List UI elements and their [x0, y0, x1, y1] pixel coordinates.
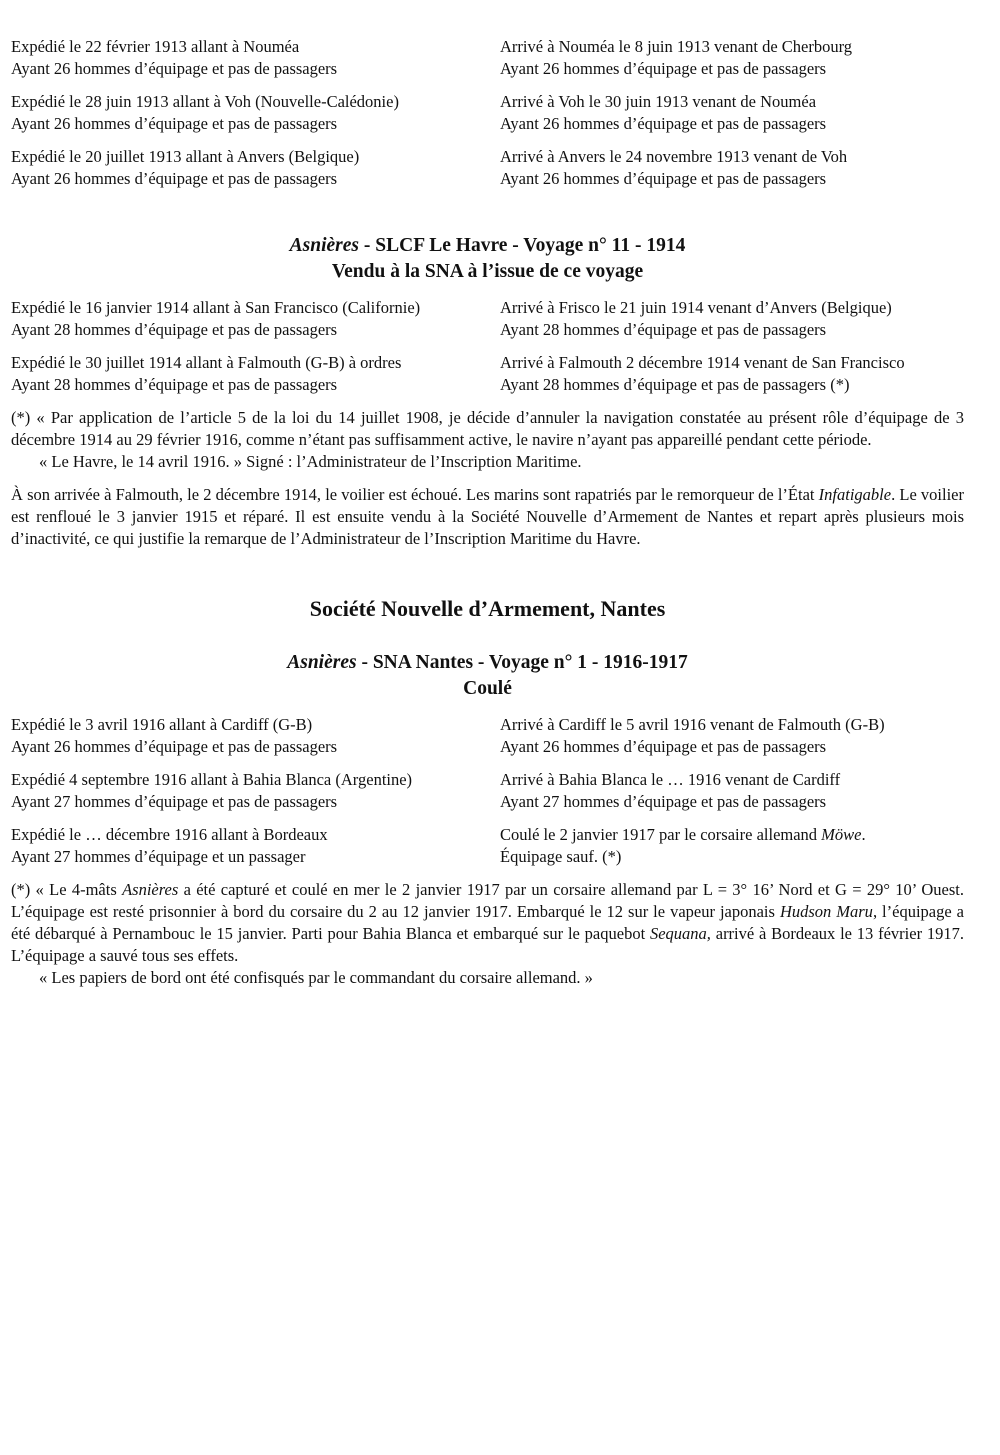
tug-name: Infatigable	[818, 485, 892, 504]
footnote-text	[11, 879, 964, 967]
crew-line: Équipage sauf. (*)	[500, 847, 622, 866]
crew-line: Ayant 26 hommes d’équipage et pas de passagers	[11, 169, 338, 188]
departure-line: Expédié 4 septembre 1916 allant à Bahia Blanca (Argentine)	[11, 770, 413, 789]
arrival-line: Arrivé à Cardiff le 5 avril 1916 venant de Falmouth (G-B)	[500, 715, 885, 734]
crew-line: Ayant 26 hommes d’équipage et pas de passagers	[11, 737, 338, 756]
footnote-text: (*) « Par application de l’article 5 de la loi du 14 juillet 1908, je décide d’annuler la navigation constatée au présent rôle d’équipage de 3 décembre 1914 au 29 février 1916, comme n’étant pas suffisamment active, le navire n’ayant pas appareillé pendant cette période.	[11, 408, 964, 449]
crew-line: Ayant 27 hommes d’équipage et pas de passagers	[500, 792, 827, 811]
crew-line: Ayant 28 hommes d’équipage et pas de passagers (*)	[500, 375, 850, 394]
arrival-line: Arrivé à Bahia Blanca le … 1916 venant de Cardiff	[500, 770, 841, 789]
departure-line: Expédié le … décembre 1916 allant à Bordeaux	[11, 825, 328, 844]
ship-name: Asnières	[122, 880, 179, 899]
voyage-entry	[11, 824, 964, 868]
sinking-text: .	[861, 825, 866, 844]
crew-line: Ayant 26 hommes d’équipage et pas de passagers	[500, 737, 827, 756]
departure-line: Expédié le 28 juin 1913 allant à Voh (Nouvelle-Calédonie)	[11, 92, 399, 111]
crew-line: Ayant 28 hommes d’équipage et pas de passagers	[11, 375, 338, 394]
footnote	[11, 879, 964, 989]
crew-line: Ayant 26 hommes d’équipage et pas de passagers	[11, 59, 338, 78]
document-page	[11, 36, 964, 1000]
crew-line: Ayant 26 hommes d’équipage et pas de passagers	[500, 169, 827, 188]
arrival-line: Arrivé à Voh le 30 juin 1913 venant de Nouméa	[500, 92, 817, 111]
voyage-title: - SLCF Le Havre - Voyage n° 11 - 1914	[359, 235, 686, 256]
voyage-entry	[11, 714, 964, 758]
footnote-segment: (*) « Le 4-mâts	[11, 880, 123, 899]
arrival-line: Arrivé à Falmouth 2 décembre 1914 venant de San Francisco	[500, 353, 905, 372]
narrative-text: . Le voilier est renfloué le 3 janvier 1915 et réparé. Il est ensuite vendu à la Société Nouvelle d’Armement de Nantes et repart après plusieurs mois d’inactivité, ce qui justifie la remarque de l’Administrateur de l’Inscription Maritime du Havre.	[11, 485, 965, 548]
crew-line: Ayant 27 hommes d’équipage et pas de passagers	[11, 792, 338, 811]
voyage-entry	[11, 36, 964, 80]
departure-line: Expédié le 3 avril 1916 allant à Cardiff (G-B)	[11, 715, 313, 734]
voyage-entry	[11, 352, 964, 396]
ship-name: Sequana,	[649, 924, 711, 943]
crew-line: Ayant 28 hommes d’équipage et pas de passagers	[500, 320, 827, 339]
footnote-segment: arrivé à Bordeaux le 13 février 1917. L’équipage a sauvé tous ses effets.	[11, 924, 964, 965]
crew-line: Ayant 28 hommes d’équipage et pas de passagers	[11, 320, 338, 339]
narrative-paragraph	[11, 484, 964, 550]
crew-line: Ayant 26 hommes d’équipage et pas de passagers	[500, 114, 827, 133]
departure-line: Expédié le 20 juillet 1913 allant à Anvers (Belgique)	[11, 147, 360, 166]
sinking-text: Coulé le 2 janvier 1917 par le corsaire allemand	[500, 825, 822, 844]
arrival-line: Arrivé à Frisco le 21 juin 1914 venant d’Anvers (Belgique)	[500, 298, 892, 317]
footnote-signature: « Le Havre, le 14 avril 1916. » Signé : l’Administrateur de l’Inscription Maritime.	[39, 452, 582, 471]
footnote-segment: , l’équipage a été débarqué à Pernambouc le 15 janvier. Parti pour Bahia Blanca et embarqué sur le paquebot	[11, 902, 964, 943]
footnote-segment: a été capturé et coulé en mer le 2 janvier 1917 par un corsaire allemand par L = 3° 16’ Nord et G = 29° 10’ Ouest. L’équipage est resté prisonnier à bord du corsaire du 2 au 12 janvier 1917. Embarqué le 12 sur le vapeur japonais	[11, 880, 964, 921]
voyage-entry	[11, 91, 964, 135]
crew-line: Ayant 27 hommes d’équipage et un passager	[11, 847, 306, 866]
arrival-line: Arrivé à Nouméa le 8 juin 1913 venant de Cherbourg	[500, 37, 853, 56]
arrival-line: Arrivé à Anvers le 24 novembre 1913 venant de Voh	[500, 147, 848, 166]
ship-name: Hudson Maru	[779, 902, 873, 921]
departure-line: Expédié le 16 janvier 1914 allant à San Francisco (Californie)	[11, 298, 421, 317]
crew-line: Ayant 26 hommes d’équipage et pas de passagers	[11, 114, 338, 133]
voyage-subtitle: Vendu à la SNA à l’issue de ce voyage	[331, 261, 644, 282]
voyage-subtitle: Coulé	[463, 678, 512, 699]
section-title: Société Nouvelle d’Armement, Nantes	[309, 596, 666, 621]
sinking-line	[500, 824, 964, 846]
voyage-entry	[11, 146, 964, 190]
narrative-text: À son arrivée à Falmouth, le 2 décembre 1914, le voilier est échoué. Les marins sont rapatriés par le remorqueur de l’État	[11, 485, 819, 504]
voyage-heading	[11, 650, 964, 676]
voyage-entry	[11, 297, 964, 341]
crew-line: Ayant 26 hommes d’équipage et pas de passagers	[500, 59, 827, 78]
footnote	[11, 407, 964, 473]
voyage-title: - SNA Nantes - Voyage n° 1 - 1916-1917	[356, 652, 688, 673]
ship-name: Asnières	[289, 235, 360, 256]
departure-line: Expédié le 22 février 1913 allant à Nouméa	[11, 37, 300, 56]
voyage-heading	[11, 233, 964, 259]
voyage-entry	[11, 769, 964, 813]
departure-line: Expédié le 30 juillet 1914 allant à Falmouth (G-B) à ordres	[11, 353, 402, 372]
ship-name: Asnières	[287, 652, 357, 673]
footnote-quote: « Les papiers de bord ont été confisqués par le commandant du corsaire allemand. »	[39, 968, 593, 987]
raider-name: Möwe	[821, 825, 862, 844]
